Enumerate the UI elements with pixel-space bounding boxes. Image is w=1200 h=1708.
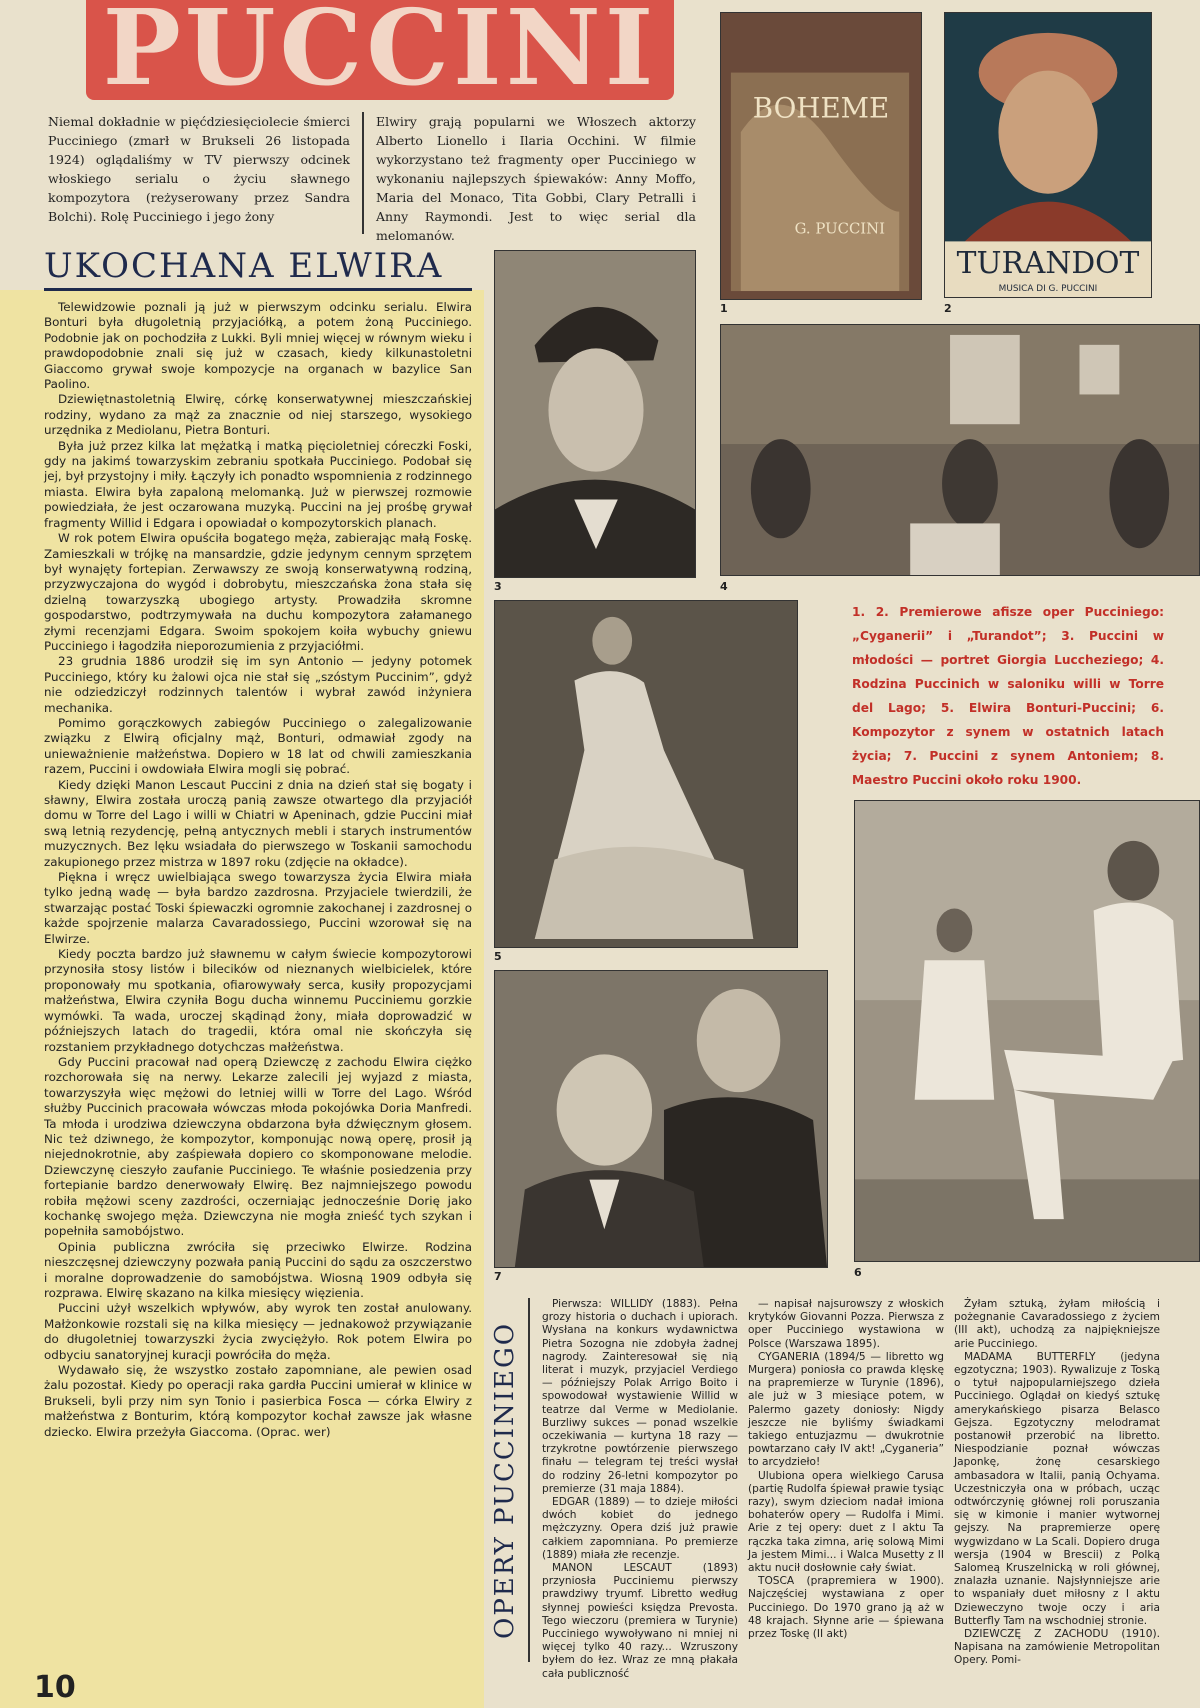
article-paragraph: 23 grudnia 1886 urodził się im syn Antonio — jedyny potomek Pucciniego, który ku żalowi ojca nie stał się „szóstym Puccinim”, gdyż nie odziedziczył rodzinnych talentów i wybrał zawód inżyniera mechanika. [44, 654, 472, 715]
article-body [44, 300, 472, 1656]
turandot-poster-title: TURANDOT [956, 246, 1140, 282]
photo-captions: 1. 2. Premierowe afisze oper Pucciniego: „Cyganerii” i „Turandot”; 3. Puccini w młodości — portret Giorgia Luccheziego; 4. Rodzina Puccinich w saloniku willi w Torre del Lago; 5. Elwira Bonturi-Puccini; 6. Kompozytor z synem w ostatnich latach życia; 7. Puccini z synem Antoniem; 8. Maestro Puccini około roku 1900. [852, 605, 1164, 787]
boheme-poster-image [721, 13, 921, 299]
elwira-image [495, 601, 797, 947]
turandot-poster-composer: MUSICA DI G. PUCCINI [998, 284, 1098, 295]
photo-number-6: 6 [854, 1266, 862, 1279]
opera-entry: DZIEWCZĘ Z ZACHODU (1910). Napisana na zamówienie Metropolitan Opery. Pomi- [954, 1628, 1160, 1667]
opera-entry: MANON LESCAUT (1893) przyniosła Pucciniemu pierwszy prawdziwy tryumf. Libretto według słynnej powieści księdza Prevosta. Tego wieczoru (premiera w Turynie) Pucciniego wywoływano ni mniej ni więcej tylko 40 razy... Wzruszony byłem do łez. Wraz ze mną płakała cała publiczność [542, 1562, 738, 1680]
article-paragraph: Opinia publiczna zwróciła się przeciwko Elwirze. Rodzina nieszczęsnej dziewczyny pozwała panią Puccini do sądu za oszczerstwo i moralne doprowadzenie do samobójstwa. Wiosną 1909 odbyła się rozprawa. Elwirę skazano na kilka miesięcy więzienia. [44, 1239, 472, 1300]
opera-entry: CYGANERIA (1894/5 — libretto wg Murgera) poniosła co prawda klęskę na prapremierze w Turynie (1896), ale już w 3 miesiące potem, w Palermo gazety doniosły: Nigdy jeszcze nie byliśmy świadkami takiego entuzjazmu — dwukrotnie powtarzano cały IV akt! „Cyganeria” to arcydzieło! [748, 1350, 944, 1469]
page-title: PUCCINI [86, 0, 674, 100]
boheme-poster-composer: G. PUCCINI [794, 219, 886, 238]
photo-family-salon [720, 324, 1200, 576]
photo-elwira-bonturi [494, 600, 798, 948]
intro-column-1: Niemal dokładnie w pięćdziesięciolecie śmierci Pucciniego (zmarł w Brukseli 26 listopada 1924) oglądaliśmy w TV pierwszy odcinek włoskiego serialu o życiu sławnego kompozytora (reżyserowany przez Sandra Bolchi). Rolę Pucciniego i jego żony [48, 112, 364, 234]
turandot-poster-image [945, 13, 1151, 297]
photo-number-3: 3 [494, 580, 502, 593]
article-paragraph: Była już przez kilka lat mężatką i matką pięcioletniej córeczki Foski, gdy na jakimś towarzyskim zebraniu spotkała Pucciniego. Podobał się jej, był przystojny i miły. Łączyły ich ponadto wspomnienia z rodzinnego miasta. Elwira była zapaloną melomanką. Już w pierwszej rozmowie powiedziała, że jest oczarowana muzyką. Puccini na jej prośbę grywał fragmenty Willid i Edgara i opowiadał o kompozytorskich planach. [44, 438, 472, 530]
portrait-image [495, 251, 695, 577]
photo-puccini-with-antonio [494, 970, 828, 1268]
boheme-poster-title: BOHEME [752, 91, 890, 125]
article-paragraph: W rok potem Elwira opuściła bogatego męża, zabierając małą Foskę. Zamieszkali w trójkę na mansardzie, gdzie jedynym cennym sprzętem był wynajęty fortepian. Zerwawszy ze swoją konserwatywną rodziną, przyzwyczajona do wygód i dobrobytu, mieszczańska żona stała się dzielną towarzyszką ubogiego artysty. Prowadziła skromne gospodarstwo, podtrzymywała na duchu kompozytora załamanego złymi recenzjami Edgara. Swoim spokojem koiła wybuchy gniewu Pucciniego i łagodziła nieporozumienia z przyjaciółmi. [44, 531, 472, 653]
opery-column-2 [748, 1298, 944, 1662]
article-paragraph: Telewidzowie poznali ją już w pierwszym odcinku serialu. Elwira Bonturi była długoletnią przyjaciółką, a potem żoną Pucciniego. Podobnie jak on pochodziła z Lukki. Byli mniej więcej w równym wieku i prawdopodobnie znali się już w czasach, kiedy kilkunastoletni Giaccomo grywał swoje kompozycje na organach w bazylice San Paolino. [44, 300, 472, 392]
opera-entry: — napisał najsurowszy z włoskich krytyków Giovanni Pozza. Pierwsza z oper Pucciniego wystawiona w Polsce (Warszawa 1895). [748, 1298, 944, 1350]
intro-column-2: Elwiry grają popularni we Włoszech aktorzy Alberto Lionello i Ilaria Occhini. W filmie wykorzystano też fragmenty oper Pucciniego w wykonaniu najlepszych śpiewaków: Anny Moffo, Maria del Monaco, Tita Gobbi, Clary Petralli i Anny Raymondi. Jest to więc serial dla melomanów. [376, 114, 696, 243]
opery-column-3 [954, 1298, 1160, 1667]
photo-boheme-poster [720, 12, 922, 300]
opera-entry: Żyłam sztuką, żyłam miłością i pożegnanie Cavaradossiego z życiem (III akt), uchodzą za najpiękniejsze arie Pucciniego. [954, 1298, 1160, 1350]
photo-number-5: 5 [494, 950, 502, 963]
photo-number-2: 2 [944, 302, 952, 315]
opera-entry: Ulubiona opera wielkiego Carusa (partię Rudolfa śpiewał prawie tysiąc razy), swym dzieciom nadał imiona bohaterów opery — Rudolfa i Mimi. Arie z tej opery: duet z I aktu Ta rączka taka zimna, arię solową Mimi Ja jestem Mimi... i Walca Musetty z II aktu nucił dosłownie cały świat. [748, 1469, 944, 1575]
opery-section-label: OPERY PUCCINIEGO [490, 1321, 520, 1639]
article-paragraph: Kiedy poczta bardzo już sławnemu w całym świecie kompozytorowi przynosiła stosy listów i bilecików od nieznanych wielbicielek, które proponowały mu spotkania, ofiarowywały serca, kusiły propozycjami małżeństwa, Elwira czyniła Bogu ducha winnemu Pucciniemu gorzkie wymówki. Ta wada, uroczej skądinąd żony, miała doprowadzić w późniejszych latach do tragedii, która omal nie skończyła się rozstaniem przykładnego dotychczas małżeństwa. [44, 947, 472, 1054]
opera-entry: Pierwsza: WILLIDY (1883). Pełna grozy historia o duchach i upiorach. Wysłana na konkurs wydawnictwa Pietra Sozogna nie zdobyła żadnej nagrody. Zainteresował się nią literat i muzyk, przyjaciel Verdiego — późniejszy Polak Arrigo Boito i spowodował wystawienie Willid w teatrze dal Verme w Mediolanie. Burzliwy sukces — ponad wszelkie oczekiwania — kurtyna 18 razy — trzykrotne powtórzenie pierwszego finału — telegram tej treści wysłał do rodziny 26-letni kompozytor po premierze (31 maja 1884). [542, 1298, 738, 1495]
photo-number-1: 1 [720, 302, 728, 315]
photo-composer-with-son [854, 800, 1200, 1262]
opera-entry: EDGAR (1889) — to dzieje miłości dwóch kobiet do jednego mężczyzny. Opera dziś już prawie całkiem zapomniana. Po premierze (1889) miała złe recenzje. [542, 1496, 738, 1561]
article-paragraph: Puccini użył wszelkich wpływów, aby wyrok ten został anulowany. Małżonkowie rozstali się na kilka miesięcy — jednakowoż przywiązanie do długoletniej towarzyszki życia zwyciężyło. Rok potem Elwira po odbyciu sanatoryjnej kuracji powróciła do męża. [44, 1301, 472, 1362]
article-paragraph: Wydawało się, że wszystko zostało zapomniane, ale pewien osad żalu pozostał. Kiedy po operacji raka gardła Puccini umierał w klinice w Brukseli, byli przy nim syn Tonio i pasierbica Fosca — córka Elwiry z małżeństwa z Bonturim, którą kompozytor kochał zawsze jak własne dziecko. Elwira przeżyła Giaccoma. (Oprac. wer) [44, 1363, 472, 1439]
photo-young-puccini-portrait [494, 250, 696, 578]
article-paragraph: Gdy Puccini pracował nad operą Dziewczę z zachodu Elwira ciężko rozchorowała się na nerwy. Lekarze zalecili jej wyjazd z miasta, towarzyszyła więc mężowi do letniej willi w Torre del Lago. Wśród służby Puccinich pracowała wówczas młoda pokojówka Doria Manfredi. Ta młoda i urodziwa dziewczyna obdarzona była dźwięcznym głosem. Nic też dziwnego, że kompozytor, komponując nową operę, prosił ją niejednokrotnie, aby zaśpiewała dopiero co skomponowane melodie. Dziewczynę cieszyło zaufanie Pucciniego. Te właśnie posiedzenia przy fortepianie bardzo denerwowały Elwirę. Bez najmniejszego powodu robiła mężowi sceny zazdrości, oczerniając jednocześnie Dorię jako kochankę swojego męża. Dziewczyna nie mogła znieść tych szykan i popełniła samobójstwo. [44, 1054, 472, 1239]
article-paragraph: Kiedy dzięki Manon Lescaut Puccini z dnia na dzień stał się bogaty i sławny, Elwira została uroczą panią zawsze otwartego dla przyjaciół domu w Torre del Lago i willi w Chiatri w Apeninach, gdzie Puccini miał swą letnią rezydencję, pełną antycznych mebli i starych instrumentów muzycznych. Bez lęku wsiadała do pierwszego w Toskanii samochodu zakupionego przez mistrza w 1897 roku (zdjęcie na okładce). [44, 777, 472, 869]
puccini-antonio-image [495, 971, 827, 1267]
photo-number-4: 4 [720, 580, 728, 593]
composer-son-image [855, 801, 1199, 1261]
opera-entry: TOSCA (prapremiera w 1900). Najczęściej wystawiana z oper Pucciniego. Do 1970 grano ją aż w 48 krajach. Słynne arie — śpiewana przez Toskę (II akt) [748, 1575, 944, 1641]
photo-number-7: 7 [494, 1270, 502, 1283]
opera-entry: MADAMA BUTTERFLY (jedyna egzotyczna; 1903). Rywalizuje z Toską o tytuł najpopularniejszego dzieła Pucciniego. Oglądał on kiedyś sztukę amerykańskiego pisarza Belasco Gejsza. Egzotyczny melodramat postanowił przerobić na libretto. Niespodzianie poznał wówczas Japonkę, żonę cesarskiego ambasadora w Italii, panią Ochyama. Uczestniczyła ona w próbach, ucząc odtwórczynię głównej roli poruszania się w kimonie i manier wytwornej gejszy. Na prapremierze operę wygwizdano w La Scali. Dopiero druga wersja (1904 w Brescii) z Polką Salomeą Kruszelnicką w roli głównej, znalazła uznanie. Najsłynniejsze arie to wspaniały duet miłosny z I aktu Dzieweczyno twoje oczy i aria Butterfly Tam na wschodniej stronie. [954, 1350, 1160, 1627]
opery-column-1 [542, 1298, 738, 1680]
article-headline: UKOCHANA ELWIRA [44, 246, 472, 291]
article-paragraph: Pomimo gorączkowych zabiegów Pucciniego o zalegalizowanie związku z Elwirą oficjalny mąż, Bonturi, odmawiał zgody na unieważnienie małżeństwa. Dopiero w 18 lat od chwili zamieszkania razem, Puccini i owdowiała Elwira mogli się pobrać. [44, 715, 472, 777]
photo-turandot-poster [944, 12, 1152, 298]
article-paragraph: Dziewiętnastoletnią Elwirę, córkę konserwatywnej mieszczańskiej rodziny, wydano za mąż za znacznie od niej starszego, wysokiego urzędnika z Mediolanu, Pietra Bonturi. [44, 392, 472, 438]
article-paragraph: Piękna i wręcz uwielbiająca swego towarzysza życia Elwira miała tylko jedną wadę — była bardzo zazdrosna. Przyjaciele twierdzili, że stwarzając postać Toski śpiewaczki ogromnie zakochanej i zazdrosnej o każde spojrzenie malarza Cavaradossiego, Puccini wzorował się na Elwirze. [44, 870, 472, 946]
page-number: 10 [34, 1670, 76, 1705]
salon-image [721, 325, 1199, 575]
